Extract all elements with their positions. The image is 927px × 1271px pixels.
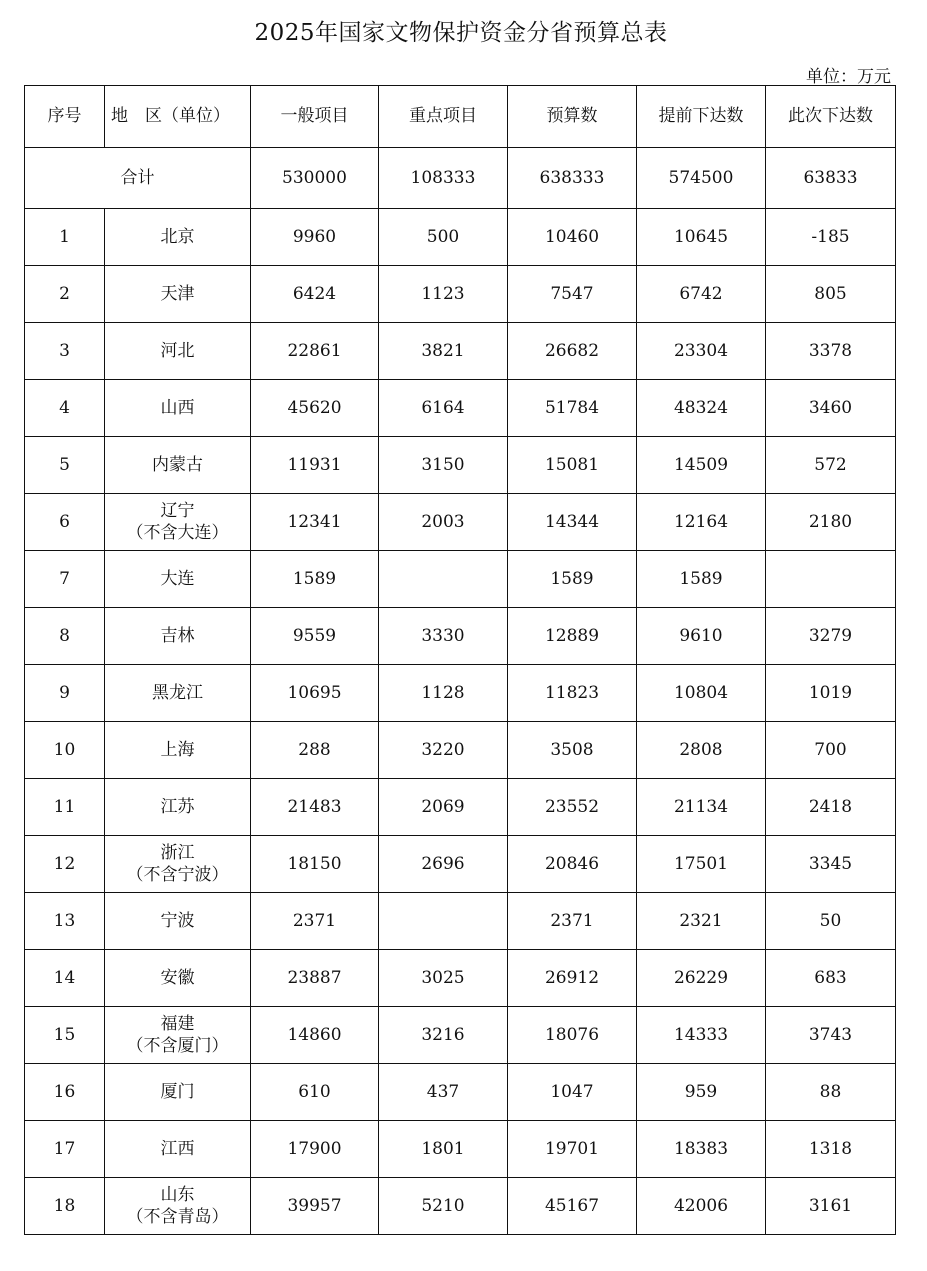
region-name: 河北 [160,340,195,361]
total-advance: 574500 [637,148,766,209]
cell-region [105,722,251,779]
cell-current: 88 [766,1064,896,1121]
cell-region [105,551,251,608]
cell-region [105,1178,251,1235]
cell-current: 3378 [766,323,896,380]
table-row [25,323,896,380]
table-row [25,266,896,323]
cell-budget: 15081 [508,437,637,494]
cell-advance: 21134 [637,779,766,836]
header-cell-general: 一般项目 [251,86,379,148]
cell-budget: 12889 [508,608,637,665]
cell-no: 15 [25,1007,105,1064]
cell-budget: 26912 [508,950,637,1007]
cell-advance: 23304 [637,323,766,380]
cell-general: 18150 [251,836,379,893]
region-name: 江苏 [160,796,195,817]
cell-advance: 2321 [637,893,766,950]
cell-key [379,893,508,950]
cell-key: 3220 [379,722,508,779]
cell-budget: 45167 [508,1178,637,1235]
table-row [25,836,896,893]
cell-general: 288 [251,722,379,779]
cell-current: 3743 [766,1007,896,1064]
cell-advance: 2808 [637,722,766,779]
cell-advance: 12164 [637,494,766,551]
table-row [25,722,896,779]
cell-budget: 14344 [508,494,637,551]
cell-region [105,494,251,551]
cell-no: 14 [25,950,105,1007]
region-name: 天津 [160,283,195,304]
cell-key: 1801 [379,1121,508,1178]
cell-general: 610 [251,1064,379,1121]
cell-advance: 959 [637,1064,766,1121]
cell-no: 2 [25,266,105,323]
cell-key: 437 [379,1064,508,1121]
total-row [25,148,896,209]
region-name: 山东 [160,1184,195,1205]
total-current: 63833 [766,148,896,209]
cell-no: 4 [25,380,105,437]
region-name: 大连 [160,568,195,589]
cell-general: 22861 [251,323,379,380]
cell-key: 3821 [379,323,508,380]
cell-advance: 9610 [637,608,766,665]
cell-general: 17900 [251,1121,379,1178]
table-row [25,1178,896,1235]
cell-general: 9559 [251,608,379,665]
table-row [25,779,896,836]
total-budget: 638333 [508,148,637,209]
cell-no: 13 [25,893,105,950]
cell-no: 18 [25,1178,105,1235]
cell-advance: 42006 [637,1178,766,1235]
cell-advance: 14333 [637,1007,766,1064]
table-row [25,551,896,608]
cell-no: 12 [25,836,105,893]
budget-table [24,85,896,1235]
cell-key: 6164 [379,380,508,437]
cell-general: 6424 [251,266,379,323]
cell-budget: 10460 [508,209,637,266]
cell-region [105,1121,251,1178]
region-note: （不含厦门） [126,1036,229,1056]
cell-general: 11931 [251,437,379,494]
region-name: 内蒙古 [152,454,203,475]
table-row [25,1121,896,1178]
cell-current: 572 [766,437,896,494]
cell-no: 17 [25,1121,105,1178]
cell-current: 1019 [766,665,896,722]
cell-key: 2069 [379,779,508,836]
cell-general: 9960 [251,209,379,266]
cell-key: 3216 [379,1007,508,1064]
cell-key: 1123 [379,266,508,323]
cell-general: 14860 [251,1007,379,1064]
cell-general: 21483 [251,779,379,836]
cell-budget: 18076 [508,1007,637,1064]
page-title: 2025年国家文物保护资金分省预算总表 [254,20,668,46]
cell-current: 683 [766,950,896,1007]
cell-key: 500 [379,209,508,266]
cell-budget: 11823 [508,665,637,722]
cell-region [105,665,251,722]
region-name: 北京 [160,226,195,247]
cell-budget: 51784 [508,380,637,437]
cell-budget: 1589 [508,551,637,608]
region-name: 黑龙江 [152,682,203,703]
region-note: （不含大连） [126,523,229,543]
cell-region [105,266,251,323]
table-row [25,950,896,1007]
cell-current: 3345 [766,836,896,893]
cell-key: 2696 [379,836,508,893]
cell-no: 8 [25,608,105,665]
region-note: （不含宁波） [126,865,229,885]
cell-current: 700 [766,722,896,779]
table-row [25,209,896,266]
cell-general: 45620 [251,380,379,437]
cell-budget: 7547 [508,266,637,323]
header-row [25,86,896,148]
cell-advance: 18383 [637,1121,766,1178]
region-name: 宁波 [160,910,195,931]
header-cell-current: 此次下达数 [766,86,896,148]
cell-advance: 1589 [637,551,766,608]
cell-current: -185 [766,209,896,266]
cell-no: 6 [25,494,105,551]
region-note: （不含青岛） [126,1207,229,1227]
table-row [25,1064,896,1121]
region-name: 安徽 [160,967,195,988]
region-name: 辽宁 [160,500,195,521]
cell-region [105,893,251,950]
region-name: 厦门 [160,1081,195,1102]
region-name: 吉林 [160,625,195,646]
cell-current: 805 [766,266,896,323]
cell-budget: 23552 [508,779,637,836]
table-row [25,1007,896,1064]
cell-current: 3460 [766,380,896,437]
cell-no: 3 [25,323,105,380]
cell-region [105,608,251,665]
cell-key: 2003 [379,494,508,551]
region-name: 浙江 [160,842,195,863]
cell-current: 3161 [766,1178,896,1235]
cell-key [379,551,508,608]
cell-key: 5210 [379,1178,508,1235]
cell-advance: 6742 [637,266,766,323]
cell-advance: 48324 [637,380,766,437]
cell-region [105,323,251,380]
cell-advance: 26229 [637,950,766,1007]
cell-current: 50 [766,893,896,950]
cell-region [105,1064,251,1121]
region-name: 山西 [160,397,195,418]
table-row [25,608,896,665]
total-general: 530000 [251,148,379,209]
header-cell-no: 序号 [25,86,105,148]
cell-general: 23887 [251,950,379,1007]
cell-key: 3330 [379,608,508,665]
cell-general: 2371 [251,893,379,950]
cell-budget: 1047 [508,1064,637,1121]
cell-advance: 10804 [637,665,766,722]
header-cell-region: 地 区（单位） [105,86,251,148]
cell-budget: 3508 [508,722,637,779]
cell-region [105,779,251,836]
region-name: 上海 [160,739,195,760]
cell-key: 1128 [379,665,508,722]
cell-no: 5 [25,437,105,494]
cell-current [766,551,896,608]
cell-key: 3025 [379,950,508,1007]
cell-current: 3279 [766,608,896,665]
cell-general: 12341 [251,494,379,551]
cell-no: 1 [25,209,105,266]
cell-general: 10695 [251,665,379,722]
cell-advance: 14509 [637,437,766,494]
region-name: 福建 [160,1013,195,1034]
cell-budget: 2371 [508,893,637,950]
cell-budget: 19701 [508,1121,637,1178]
cell-key: 3150 [379,437,508,494]
cell-general: 39957 [251,1178,379,1235]
cell-current: 2418 [766,779,896,836]
cell-no: 10 [25,722,105,779]
cell-region [105,437,251,494]
cell-region [105,1007,251,1064]
unit-label: 单位：万元 [806,67,891,87]
total-key: 108333 [379,148,508,209]
cell-advance: 17501 [637,836,766,893]
cell-advance: 10645 [637,209,766,266]
cell-general: 1589 [251,551,379,608]
cell-current: 1318 [766,1121,896,1178]
header-cell-key: 重点项目 [379,86,508,148]
header-cell-budget: 预算数 [508,86,637,148]
cell-current: 2180 [766,494,896,551]
cell-region [105,380,251,437]
cell-no: 9 [25,665,105,722]
cell-budget: 20846 [508,836,637,893]
cell-region [105,209,251,266]
cell-no: 16 [25,1064,105,1121]
cell-region [105,836,251,893]
table-row [25,665,896,722]
cell-no: 11 [25,779,105,836]
cell-no: 7 [25,551,105,608]
cell-budget: 26682 [508,323,637,380]
region-name: 江西 [160,1138,195,1159]
table-row [25,380,896,437]
table-row [25,494,896,551]
cell-region [105,950,251,1007]
table-row [25,437,896,494]
total-label: 合计 [25,148,251,209]
header-cell-advance: 提前下达数 [637,86,766,148]
table-row [25,893,896,950]
